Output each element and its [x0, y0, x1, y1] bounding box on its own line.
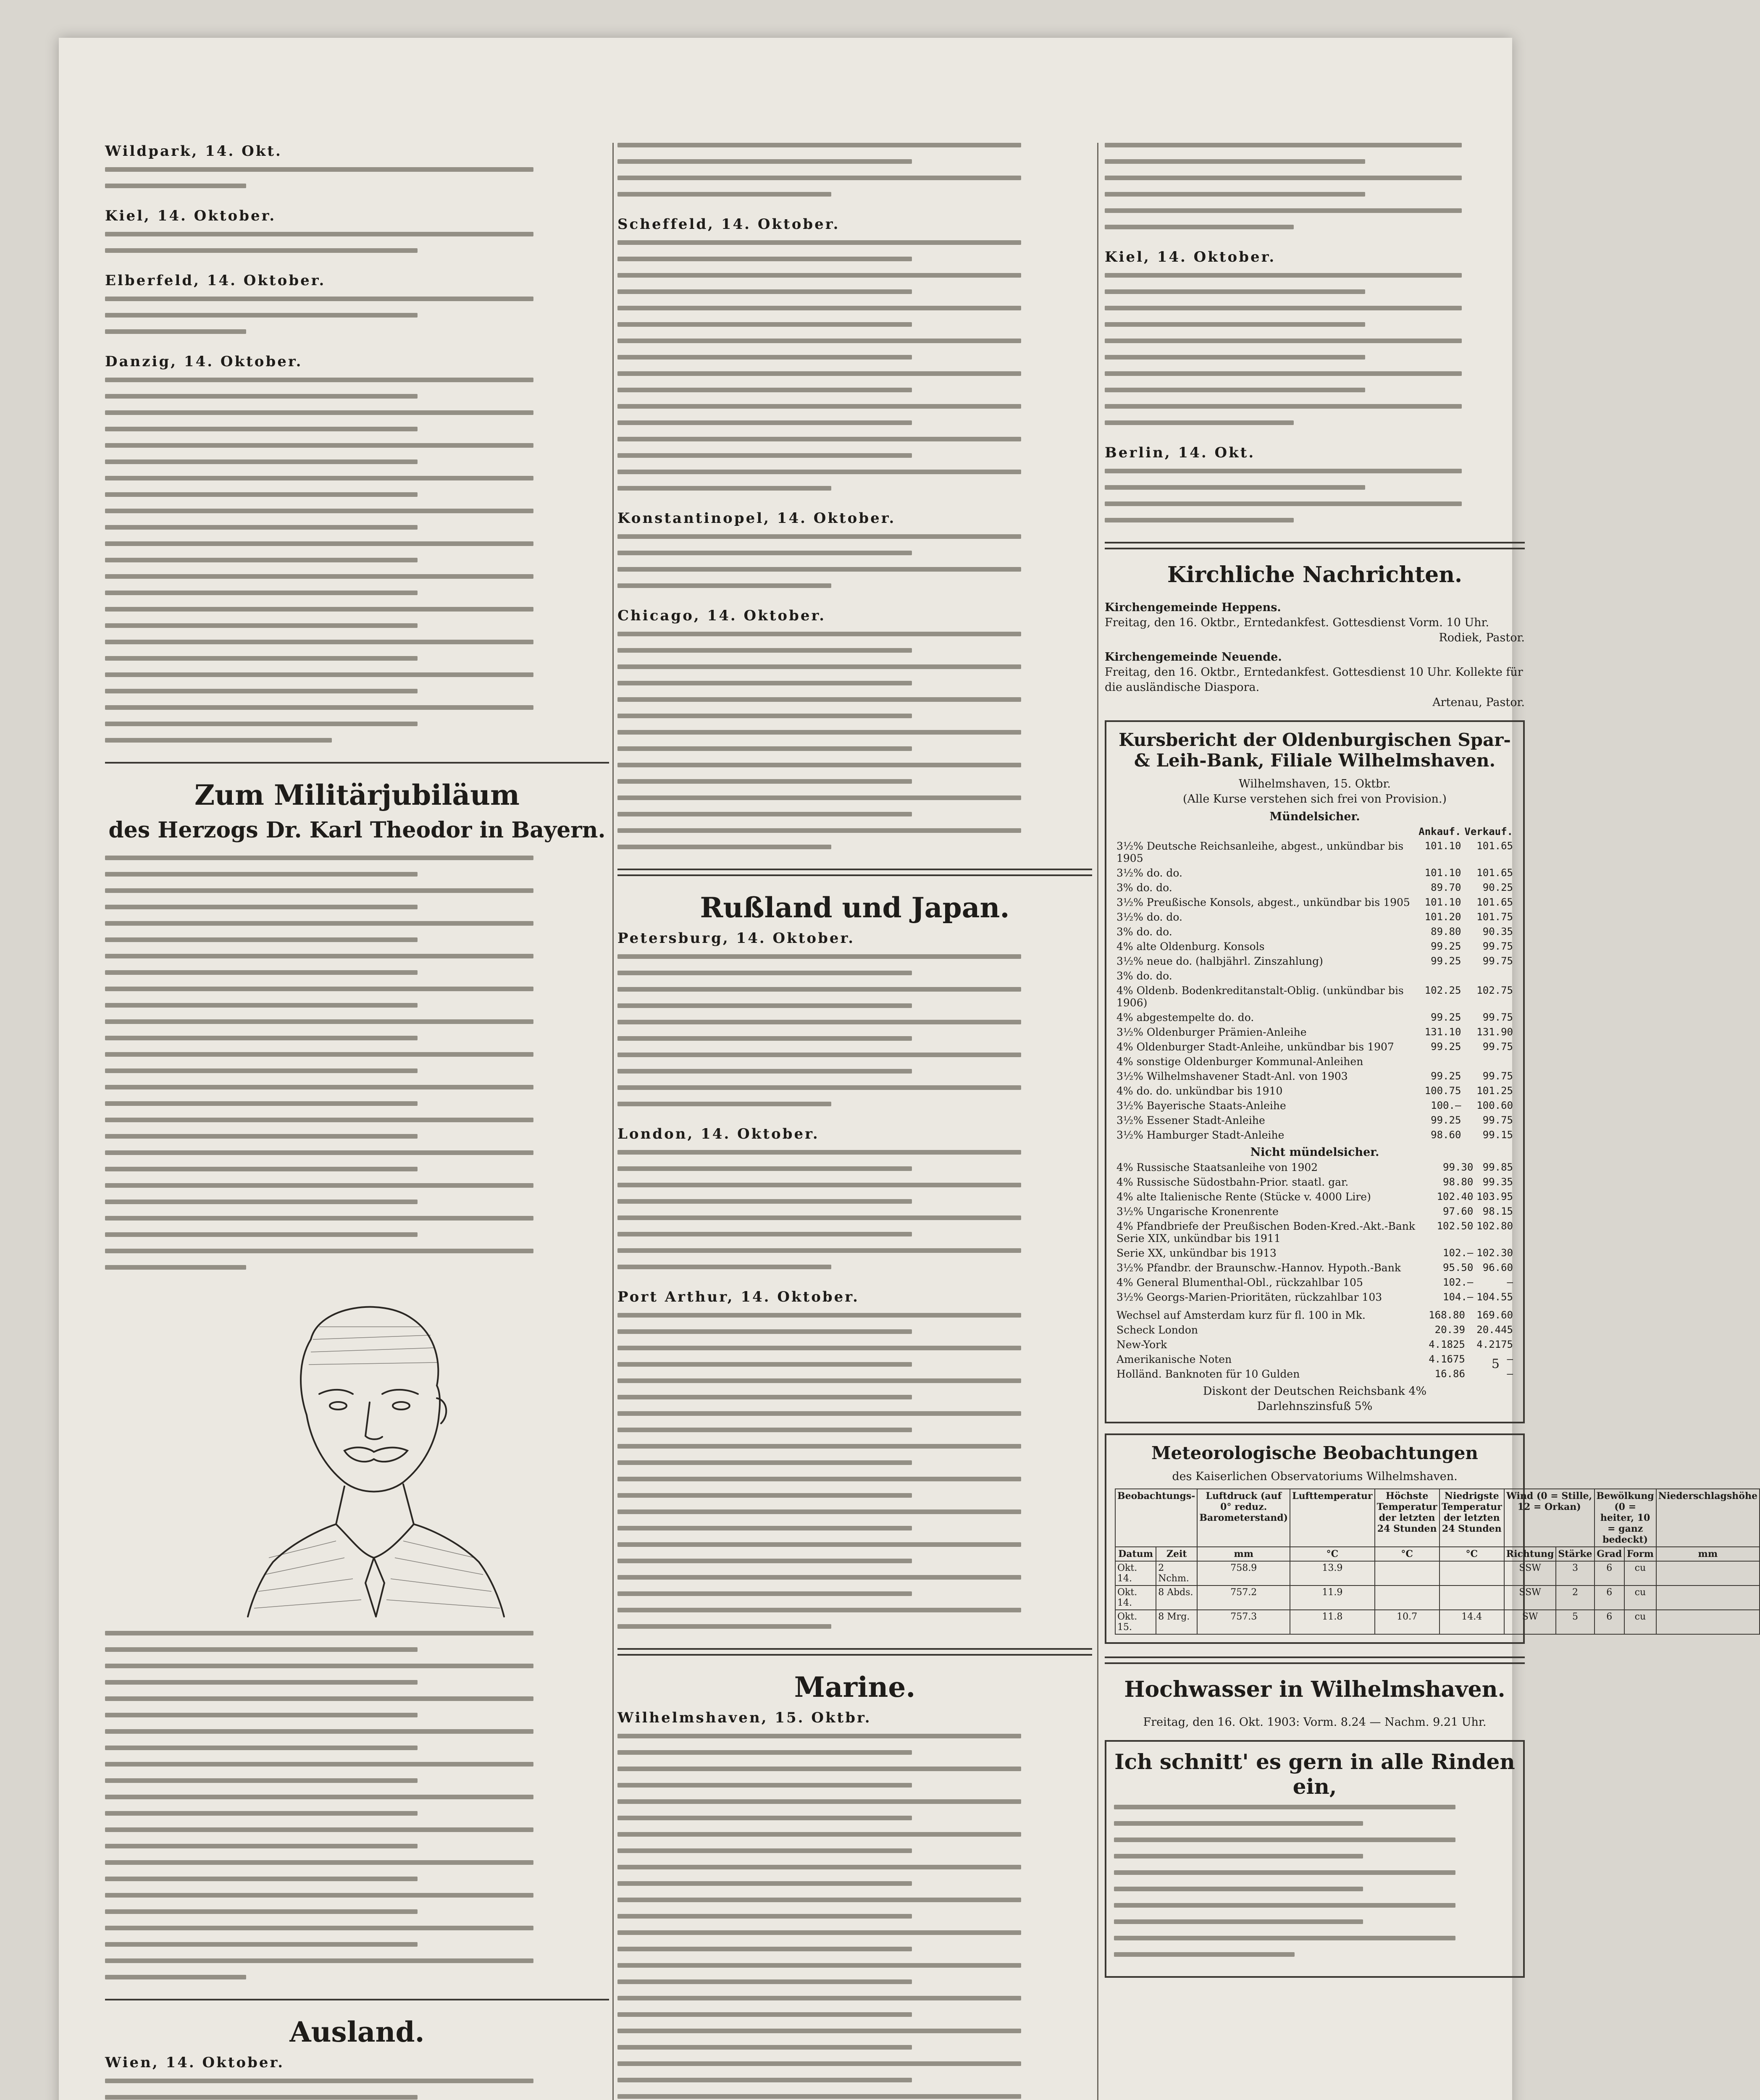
section-divider	[617, 869, 1092, 876]
buy-rate: 99.25	[1431, 955, 1461, 967]
sell-rate	[1463, 1054, 1515, 1069]
max-temp: 10.7	[1375, 1610, 1440, 1634]
buy-rate: 99.25	[1431, 940, 1461, 952]
security-name: 3½% Essener Stadt-Anleihe	[1116, 1114, 1265, 1126]
buy-rate: 100.75	[1424, 1085, 1461, 1097]
cloud-form: cu	[1624, 1610, 1656, 1634]
max-temp	[1375, 1586, 1440, 1610]
unit-c: °C	[1290, 1547, 1375, 1561]
market-row	[1115, 1204, 1515, 1219]
buy-rate	[1417, 969, 1463, 983]
weather-subtitle: des Kaiserlichen Observatoriums Wilhelmshaven.	[1172, 1470, 1458, 1483]
market-row	[1115, 839, 1515, 866]
security-name: 3½% Oldenburger Prämien-Anleihe	[1116, 1026, 1307, 1038]
portrait-engraving	[185, 1289, 529, 1617]
discount-rate: Diskont der Deutschen Reichsbank 4%	[1203, 1385, 1427, 1398]
sell-rate: 4.2175	[1476, 1339, 1513, 1350]
sell-rate: 99.85	[1482, 1161, 1513, 1173]
column-1	[105, 143, 609, 2100]
obs-date: Okt. 14.	[1115, 1561, 1156, 1586]
article-kiel-ship	[1105, 249, 1525, 425]
security-name: Holländ. Banknoten für 10 Gulden	[1116, 1368, 1300, 1380]
cloud-cover: 6	[1595, 1586, 1625, 1610]
buy-rate: 95.50	[1443, 1262, 1474, 1273]
market-table-unsafe	[1115, 1160, 1515, 1305]
buy-rate: 99.30	[1443, 1161, 1474, 1173]
wind-direction: SW	[1504, 1610, 1556, 1634]
security-name: 4% alte Oldenburg. Konsols	[1116, 940, 1265, 953]
church-neuende-service: Freitag, den 16. Oktbr., Erntedankfest. Gottesdienst 10 Uhr. Kollekte für die ausländische Diaspora.	[1105, 666, 1523, 694]
header-force: Stärke	[1556, 1547, 1594, 1561]
buy-rate: 102.—	[1443, 1276, 1474, 1288]
market-row	[1115, 1246, 1515, 1260]
market-row	[1115, 1069, 1515, 1084]
obs-time: 8 Abds.	[1156, 1586, 1197, 1610]
col-header-sell: Verkauf.	[1464, 826, 1513, 837]
jubilee-heading: Zum Militärjubiläum	[194, 779, 520, 811]
buy-rate: 89.70	[1431, 882, 1461, 893]
buy-rate: 99.25	[1431, 1011, 1461, 1023]
buy-rate: 104.—	[1443, 1291, 1474, 1303]
article-kiel	[105, 207, 609, 253]
buy-rate: 100.—	[1431, 1100, 1461, 1111]
market-row	[1115, 1275, 1515, 1290]
marine-heading: Marine.	[794, 1671, 916, 1704]
buy-rate: 98.60	[1431, 1129, 1461, 1141]
precipitation	[1656, 1610, 1760, 1634]
wind-direction: SSW	[1504, 1561, 1556, 1586]
market-row	[1115, 1219, 1515, 1246]
cloud-form: cu	[1624, 1586, 1656, 1610]
security-name: New-York	[1116, 1339, 1167, 1351]
sell-rate: 99.15	[1482, 1129, 1513, 1141]
sell-rate: 104.55	[1476, 1291, 1513, 1303]
sell-rate: 99.75	[1482, 1041, 1513, 1053]
sell-rate: 101.25	[1476, 1085, 1513, 1097]
header-cloud: Bewölkung (0 = heiter, 10 = ganz bedeckt)	[1595, 1489, 1656, 1547]
dateline: Chicago, 14. Oktober.	[617, 607, 826, 624]
market-table-fx	[1115, 1308, 1515, 1381]
header-wind: Wind (0 = Stille, 12 = Orkan)	[1504, 1489, 1595, 1547]
article-port-arthur	[617, 1289, 1092, 1629]
church-heppens-service: Freitag, den 16. Oktbr., Erntedankfest. Gottesdienst Vorm. 10 Uhr.	[1105, 616, 1489, 629]
header-precip: Niederschlagshöhe	[1656, 1489, 1760, 1547]
buy-rate: 102.50	[1437, 1220, 1474, 1232]
header-max: Höchste Temperatur der letzten 24 Stunden	[1375, 1489, 1440, 1547]
section-divider	[1105, 542, 1525, 549]
sell-rate: 131.90	[1476, 1026, 1513, 1038]
market-row	[1115, 1337, 1515, 1352]
pressure: 757.3	[1197, 1610, 1290, 1634]
market-row	[1115, 1189, 1515, 1204]
security-name: 3½% Georgs-Marien-Prioritäten, rückzahlbar 103	[1116, 1291, 1382, 1303]
market-row	[1115, 1260, 1515, 1275]
cloud-form: cu	[1624, 1561, 1656, 1586]
wind-force: 5	[1556, 1610, 1594, 1634]
security-name: 3% do. do.	[1116, 970, 1172, 982]
security-name: 4% Oldenb. Bodenkreditanstalt-Oblig. (unkündbar bis 1906)	[1116, 984, 1404, 1009]
article-wilhelmshaven	[617, 1709, 1092, 2100]
buy-rate: 101.10	[1424, 896, 1461, 908]
buy-rate: 16.86	[1434, 1368, 1465, 1380]
precipitation	[1656, 1561, 1760, 1586]
dateline: Wildpark, 14. Okt.	[105, 143, 282, 160]
article-continuation	[1105, 143, 1525, 229]
header-temp: Lufttemperatur	[1290, 1489, 1375, 1547]
market-row	[1115, 1160, 1515, 1175]
column-2	[617, 143, 1092, 2100]
security-name: 3½% Ungarische Kronenrente	[1116, 1205, 1279, 1218]
weather-report	[1105, 1433, 1757, 1644]
header-time: Zeit	[1156, 1547, 1197, 1561]
article-wien	[105, 2054, 609, 2100]
sell-rate: —	[1507, 1353, 1513, 1365]
buy-rate: 102.—	[1443, 1247, 1474, 1259]
unit-grad: Grad	[1595, 1547, 1625, 1561]
header-pressure: Luftdruck (auf 0° reduz. Barometerstand)	[1197, 1489, 1290, 1547]
sell-rate: 102.75	[1476, 984, 1513, 996]
security-name: 3½% Hamburger Stadt-Anleihe	[1116, 1129, 1285, 1141]
church-heppens-pastor: Rodiek, Pastor.	[1439, 631, 1525, 644]
pressure: 757.2	[1197, 1586, 1290, 1610]
sell-rate: 99.75	[1482, 1114, 1513, 1126]
security-name: 4% abgestempelte do. do.	[1116, 1011, 1254, 1024]
header-min: Niedrigste Temperatur der letzten 24 Stunden	[1440, 1489, 1504, 1547]
sell-rate: 98.15	[1482, 1205, 1513, 1217]
sell-rate: 101.75	[1476, 911, 1513, 923]
dateline: Petersburg, 14. Oktober.	[617, 930, 855, 947]
sell-rate: 102.80	[1476, 1220, 1513, 1232]
security-name: 3% do. do.	[1116, 926, 1172, 938]
unit-c: °C	[1440, 1547, 1504, 1561]
buy-rate: 20.39	[1434, 1324, 1465, 1336]
wind-force: 2	[1556, 1586, 1594, 1610]
jubilee-subheading: des Herzogs Dr. Karl Theodor in Bayern.	[108, 817, 606, 843]
security-name: 3½% Wilhelmshavener Stadt-Anl. von 1903	[1116, 1070, 1348, 1082]
buy-rate: 89.80	[1431, 926, 1461, 937]
section-divider	[617, 1648, 1092, 1656]
article-petersburg	[617, 930, 1092, 1106]
buy-rate: 101.20	[1424, 911, 1461, 923]
advertisement	[1105, 1740, 1525, 1978]
market-row	[1115, 895, 1515, 910]
buy-rate: 99.25	[1431, 1114, 1461, 1126]
security-name: 4% Russische Staatsanleihe von 1902	[1116, 1161, 1318, 1173]
security-name: 3% do. do.	[1116, 882, 1172, 894]
obs-date: Okt. 15.	[1115, 1610, 1156, 1634]
sell-rate: 101.65	[1476, 867, 1513, 879]
weather-row	[1115, 1561, 1760, 1586]
market-dateline: Wilhelmshaven, 15. Oktbr.	[1239, 777, 1391, 790]
dateline: Elberfeld, 14. Oktober.	[105, 272, 326, 289]
page-number: 5	[1491, 1357, 1500, 1371]
dateline: London, 14. Oktober.	[617, 1126, 820, 1142]
market-row	[1115, 939, 1515, 954]
sell-rate: 99.75	[1482, 1011, 1513, 1023]
dateline: Konstantinopel, 14. Oktober.	[617, 510, 896, 527]
russia-japan-heading: Rußland und Japan.	[700, 891, 1010, 924]
temperature: 11.8	[1290, 1610, 1375, 1634]
security-name: 3½% Deutsche Reichsanleihe, abgest., unkündbar bis 1905	[1116, 840, 1404, 864]
market-row	[1115, 1040, 1515, 1054]
article-berlin	[1105, 444, 1525, 522]
article-london-russia	[617, 1126, 1092, 1269]
column-rule	[1097, 143, 1098, 2100]
security-name: 4% General Blumenthal-Obl., rückzahlbar 105	[1116, 1276, 1363, 1289]
market-row	[1115, 1084, 1515, 1098]
wind-direction: SSW	[1504, 1586, 1556, 1610]
buy-rate: 131.10	[1424, 1026, 1461, 1038]
buy-rate: 99.25	[1431, 1070, 1461, 1082]
min-temp	[1440, 1561, 1504, 1586]
church-neuende-pastor: Artenau, Pastor.	[1432, 696, 1525, 709]
article-elberfeld	[105, 272, 609, 334]
temperature: 11.9	[1290, 1586, 1375, 1610]
market-row	[1115, 1290, 1515, 1305]
unit-mm: mm	[1656, 1547, 1760, 1561]
jubilee-article	[105, 856, 609, 1270]
sell-rate: 102.30	[1476, 1247, 1513, 1259]
sell-rate: 99.75	[1482, 940, 1513, 952]
min-temp	[1440, 1586, 1504, 1610]
header-form: Form	[1624, 1547, 1656, 1561]
newspaper-page	[59, 38, 1757, 2100]
column-3	[1105, 143, 1757, 2100]
min-temp: 14.4	[1440, 1610, 1504, 1634]
market-row	[1115, 1323, 1515, 1337]
wind-force: 3	[1556, 1561, 1594, 1586]
dateline: Danzig, 14. Oktober.	[105, 353, 303, 370]
cloud-cover: 6	[1595, 1561, 1625, 1586]
weather-row	[1115, 1610, 1760, 1634]
market-row	[1115, 983, 1515, 1010]
section-divider	[105, 1999, 609, 2000]
market-row	[1115, 880, 1515, 895]
buy-rate: 4.1675	[1429, 1353, 1465, 1365]
market-section-safe: Mündelsicher.	[1269, 810, 1360, 823]
church-neuende: Kirchengemeinde Neuende.	[1105, 651, 1282, 664]
market-table-safe	[1115, 824, 1515, 1142]
market-row	[1115, 866, 1515, 880]
sell-rate: 103.95	[1476, 1191, 1513, 1202]
sell-rate: 100.60	[1476, 1100, 1513, 1111]
precipitation	[1656, 1586, 1760, 1610]
market-note: (Alle Kurse verstehen sich frei von Provision.)	[1183, 793, 1447, 806]
market-section-unsafe: Nicht mündelsicher.	[1250, 1146, 1379, 1159]
buy-rate	[1417, 1054, 1463, 1069]
security-name: Amerikanische Noten	[1116, 1353, 1232, 1365]
sell-rate: 169.60	[1476, 1309, 1513, 1321]
market-row	[1115, 1308, 1515, 1323]
sell-rate: 96.60	[1482, 1262, 1513, 1273]
sell-rate: —	[1507, 1368, 1513, 1380]
obs-time: 8 Mrg.	[1156, 1610, 1197, 1634]
loan-rate: Darlehnszinsfuß 5%	[1257, 1400, 1373, 1413]
section-divider	[105, 762, 609, 764]
obs-time: 2 Nchm.	[1156, 1561, 1197, 1586]
sell-rate: 99.75	[1482, 1070, 1513, 1082]
security-name: 4% sonstige Oldenburger Kommunal-Anleihen	[1116, 1055, 1363, 1068]
buy-rate: 102.25	[1424, 984, 1461, 996]
security-name: 3½% Bayerische Staats-Anleihe	[1116, 1100, 1286, 1112]
col-header-buy: Ankauf.	[1419, 826, 1461, 837]
security-name: 3½% neue do. (halbjährl. Zinszahlung)	[1116, 955, 1323, 967]
sell-rate: 90.35	[1482, 926, 1513, 937]
market-row	[1115, 1175, 1515, 1189]
market-row	[1115, 910, 1515, 924]
article-continuation	[617, 143, 1092, 197]
market-row	[1115, 1113, 1515, 1128]
dateline: Port Arthur, 14. Oktober.	[617, 1289, 859, 1305]
sell-rate: 90.25	[1482, 882, 1513, 893]
security-name: 4% alte Italienische Rente (Stücke v. 4000 Lire)	[1116, 1191, 1371, 1203]
sell-rate: 99.75	[1482, 955, 1513, 967]
sell-rate: 20.445	[1476, 1324, 1513, 1336]
buy-rate: 4.1825	[1429, 1339, 1465, 1350]
market-row	[1115, 1098, 1515, 1113]
security-name: 3½% Preußische Konsols, abgest., unkündbar bis 1905	[1116, 896, 1410, 908]
header-observation: Beobachtungs-	[1115, 1489, 1197, 1547]
article-chicago	[617, 607, 1092, 849]
market-row	[1115, 924, 1515, 939]
jubilee-article-continued	[105, 1631, 609, 1979]
dateline: Kiel, 14. Oktober.	[105, 207, 276, 224]
sell-rate: —	[1507, 1276, 1513, 1288]
article-danzig	[105, 353, 609, 743]
ad-headline: Ich schnitt' es gern in alle Rinden ein,	[1114, 1749, 1515, 1799]
temperature: 13.9	[1290, 1561, 1375, 1586]
buy-rate: 102.40	[1437, 1191, 1474, 1202]
buy-rate: 101.10	[1424, 867, 1461, 879]
weather-table	[1115, 1488, 1760, 1635]
security-name: Scheck London	[1116, 1324, 1198, 1336]
cloud-cover: 6	[1595, 1610, 1625, 1634]
unit-mm: mm	[1197, 1547, 1290, 1561]
header-direction: Richtung	[1504, 1547, 1556, 1561]
obs-date: Okt. 14.	[1115, 1586, 1156, 1610]
dateline: Wien, 14. Oktober.	[105, 2054, 285, 2071]
security-name: 4% Oldenburger Stadt-Anleihe, unkündbar bis 1907	[1116, 1041, 1394, 1053]
dateline: Wilhelmshaven, 15. Oktbr.	[617, 1709, 872, 1726]
weather-title: Meteorologische Beobachtungen	[1151, 1443, 1478, 1463]
security-name: 3½% do. do.	[1116, 911, 1182, 923]
market-title: Kursbericht der Oldenburgischen Spar- & Leih-Bank, Filiale Wilhelmshaven.	[1119, 730, 1511, 771]
market-row	[1115, 969, 1515, 983]
sell-rate: 101.65	[1476, 896, 1513, 908]
dateline: Kiel, 14. Oktober.	[1105, 249, 1276, 265]
market-row	[1115, 1054, 1515, 1069]
tide-title: Hochwasser in Wilhelmshaven.	[1124, 1677, 1505, 1702]
market-row	[1115, 954, 1515, 969]
dateline: Scheffeld, 14. Oktober.	[617, 216, 840, 233]
sell-rate	[1463, 969, 1515, 983]
security-name: Wechsel auf Amsterdam kurz für fl. 100 in Mk.	[1116, 1309, 1366, 1321]
section-divider	[1105, 1656, 1525, 1664]
buy-rate: 98.80	[1443, 1176, 1474, 1188]
church-heppens: Kirchengemeinde Heppens.	[1105, 601, 1281, 614]
tide-line: Freitag, den 16. Okt. 1903: Vorm. 8.24 — Nachm. 9.21 Uhr.	[1143, 1716, 1487, 1729]
market-row	[1115, 1010, 1515, 1025]
security-name: 4% Pfandbriefe der Preußischen Boden-Kred.-Akt.-Bank Serie XIX, unkündbar bis 1911	[1116, 1220, 1416, 1244]
article-konstantinopel	[617, 510, 1092, 588]
security-name: 3½% Pfandbr. der Braunschw.-Hannov. Hypoth.-Bank	[1116, 1262, 1401, 1274]
security-name: Serie XX, unkündbar bis 1913	[1116, 1247, 1277, 1259]
buy-rate: 99.25	[1431, 1041, 1461, 1053]
market-row	[1115, 1367, 1515, 1381]
header-date: Datum	[1115, 1547, 1156, 1561]
sell-rate: 101.65	[1476, 840, 1513, 852]
buy-rate: 97.60	[1443, 1205, 1474, 1217]
security-name: 3½% do. do.	[1116, 867, 1182, 879]
ausland-heading: Ausland.	[289, 2016, 425, 2048]
column-rule	[612, 143, 614, 2100]
unit-c: °C	[1375, 1547, 1440, 1561]
weather-row	[1115, 1586, 1760, 1610]
church-heading: Kirchliche Nachrichten.	[1167, 562, 1463, 588]
market-report	[1105, 720, 1525, 1423]
market-row	[1115, 1128, 1515, 1142]
security-name: 4% Russische Südostbahn-Prior. staatl. gar.	[1116, 1176, 1349, 1188]
article-wildpark	[105, 143, 609, 188]
article-scheffeld	[617, 216, 1092, 491]
pressure: 758.9	[1197, 1561, 1290, 1586]
market-row	[1115, 1352, 1515, 1367]
buy-rate: 168.80	[1429, 1309, 1465, 1321]
dateline: Berlin, 14. Okt.	[1105, 444, 1256, 461]
market-row	[1115, 1025, 1515, 1040]
buy-rate: 101.10	[1424, 840, 1461, 852]
max-temp	[1375, 1561, 1440, 1586]
church-notices	[1105, 600, 1525, 710]
security-name: 4% do. do. unkündbar bis 1910	[1116, 1085, 1283, 1097]
sell-rate: 99.35	[1482, 1176, 1513, 1188]
